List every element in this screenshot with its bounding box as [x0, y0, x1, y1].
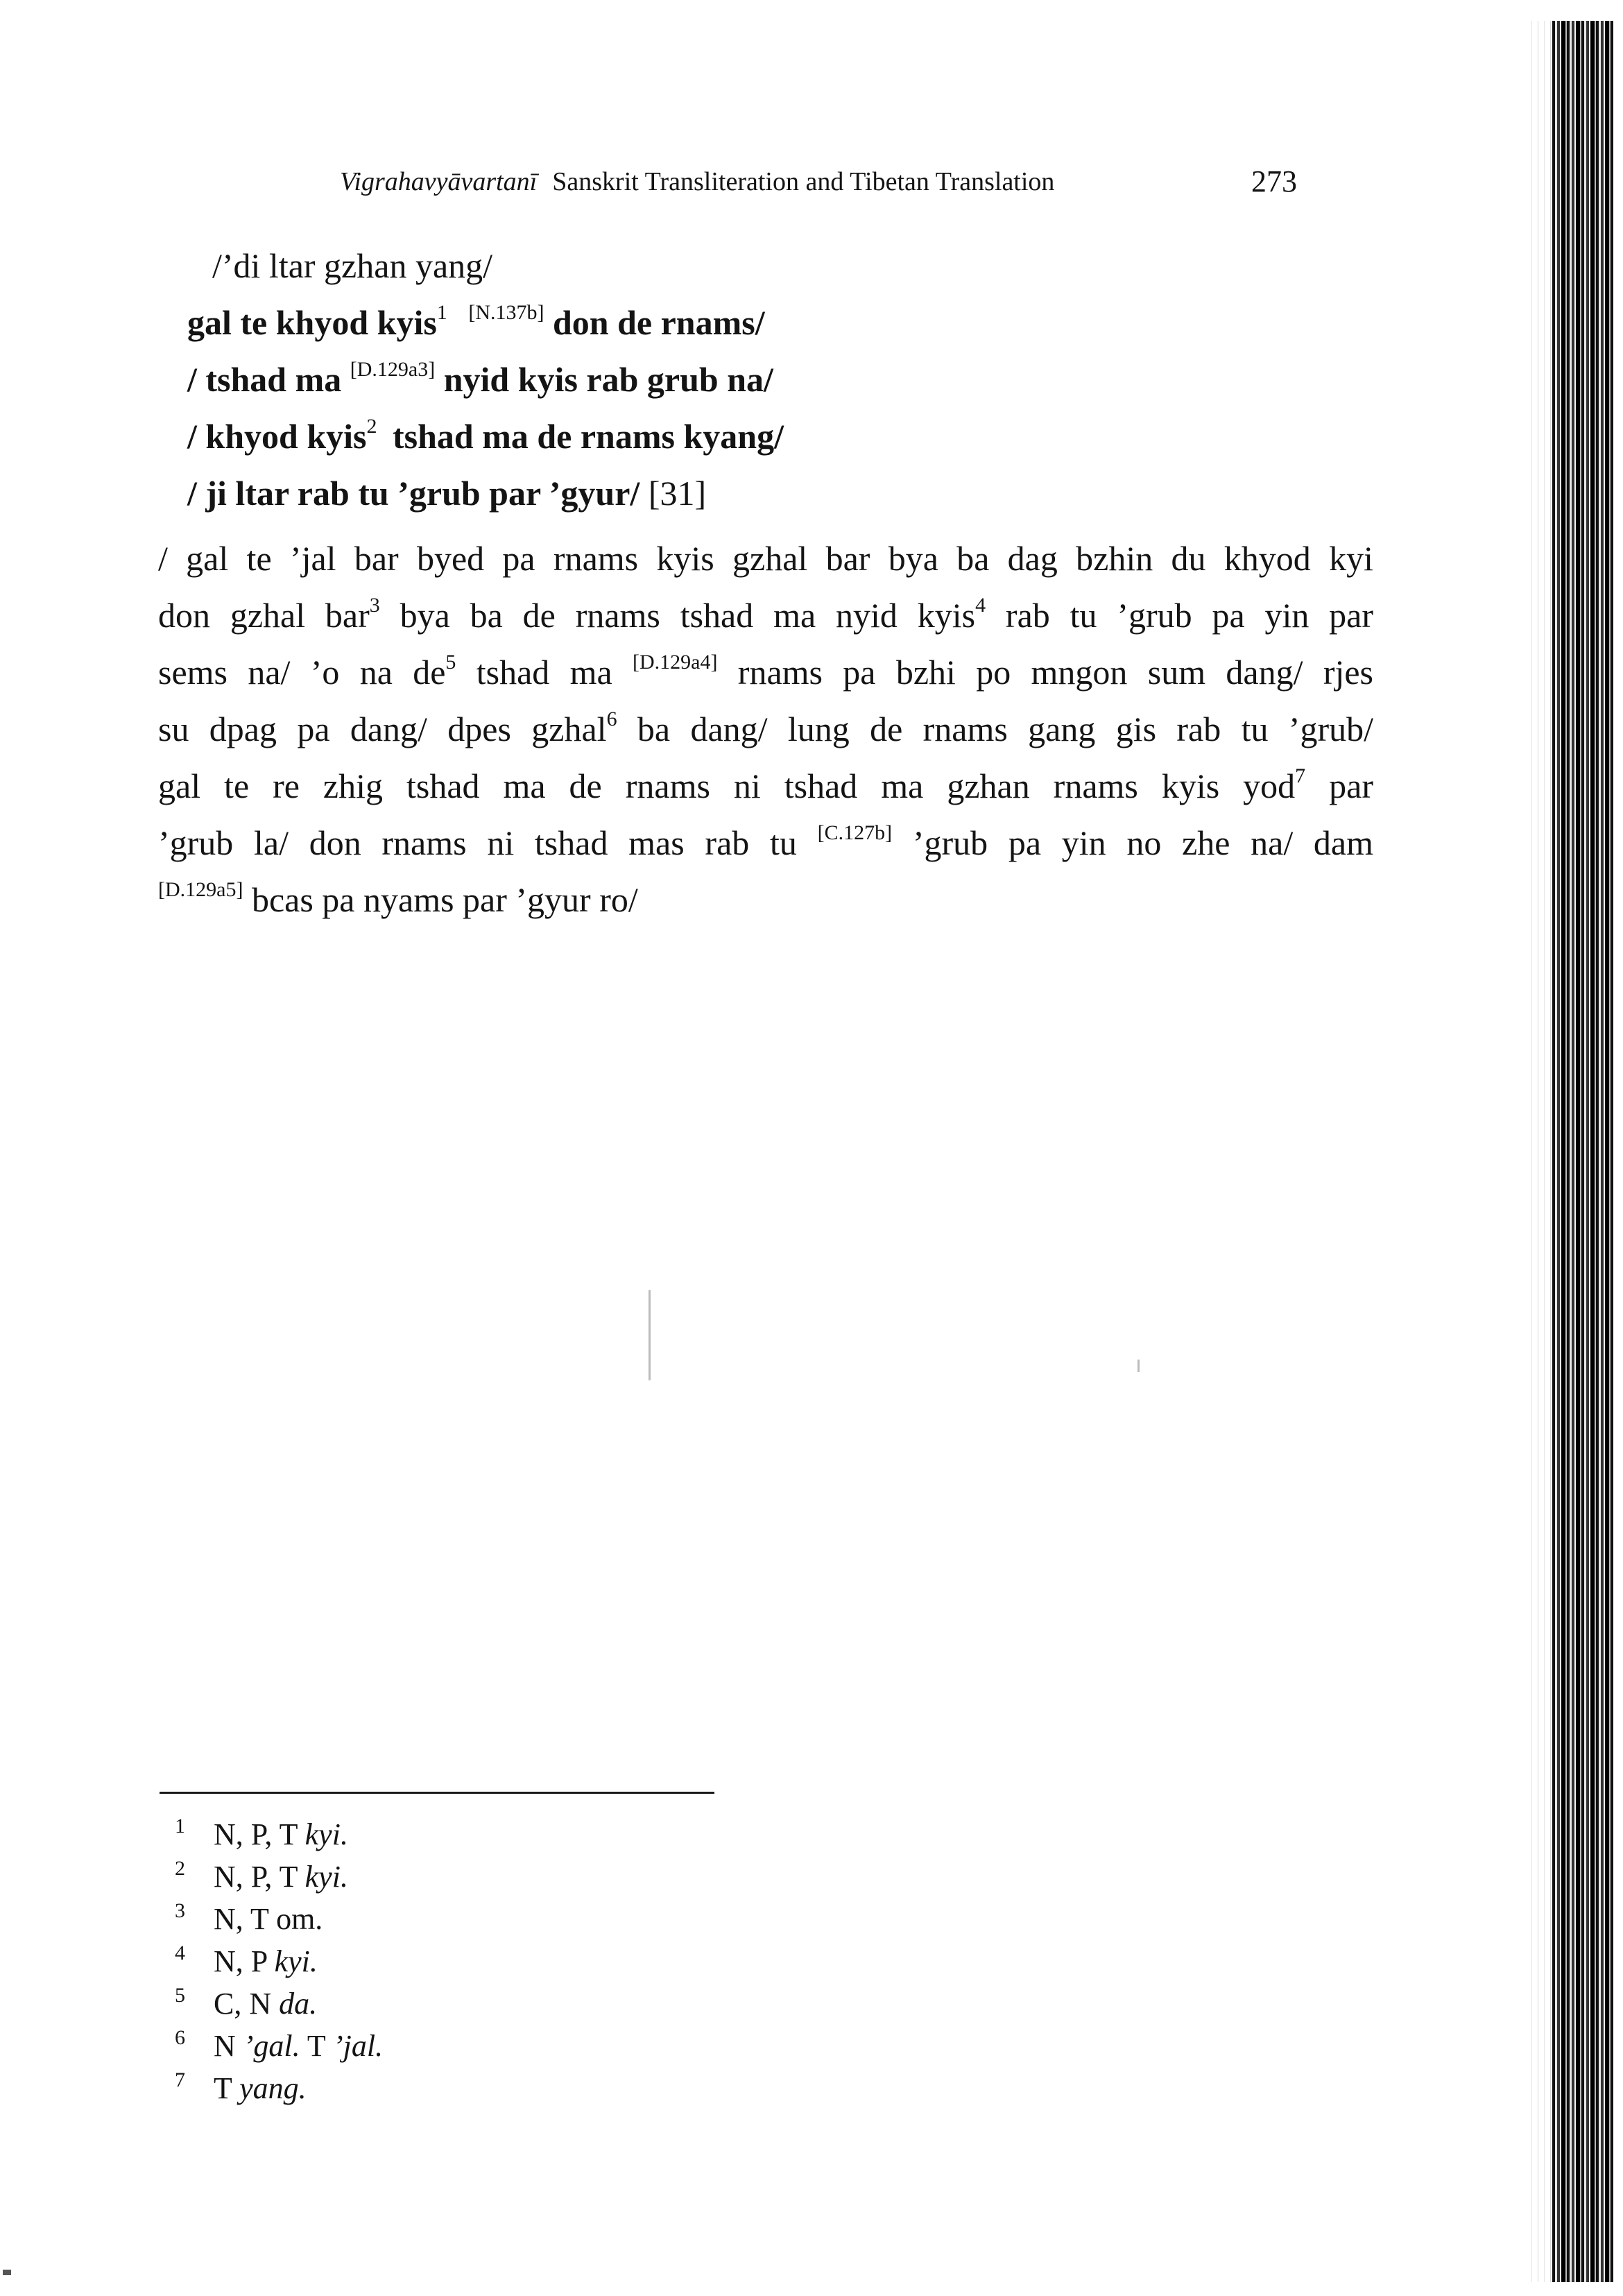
verse-text: / ji ltar rab tu ’grub par ’gyur/: [187, 474, 640, 513]
prose-text: gal te re zhig tshad ma de rnams ni tshad ma gzhan rnams kyis yod: [158, 766, 1296, 805]
binding-edge: [1552, 21, 1613, 2282]
commentary-paragraph: [158, 530, 1373, 928]
footnote-text: N, P, T: [214, 1817, 298, 1851]
footnotes: [175, 1813, 383, 2109]
verse-text: nyid kyis rab grub na/: [443, 360, 773, 399]
folio-ref: [D.129a4]: [633, 651, 718, 674]
verse-line: [187, 465, 784, 522]
footnote-ref: 5: [445, 651, 456, 674]
prose-line: [158, 701, 1373, 757]
prose-line: [158, 644, 1373, 701]
running-header: [340, 166, 1297, 197]
folio-ref: [D.129a5]: [158, 878, 243, 901]
prose-text: rnams pa bzhi po mngon sum dang/ rjes: [737, 653, 1374, 692]
footnote-number: 4: [175, 1942, 185, 1964]
verse-line: [212, 237, 784, 294]
verse-line: [187, 294, 784, 351]
prose-line: [158, 587, 1373, 644]
header-title: Vigrahavyāvartanī: [340, 167, 538, 196]
prose-line: [158, 871, 1373, 928]
verse-text: / khyod kyis: [187, 417, 367, 456]
verse-text: / tshad ma: [187, 360, 342, 399]
footnote: [175, 1898, 383, 1940]
footnote-ref: 2: [366, 415, 377, 438]
prose-text: su dpag pa dang/ dpes gzhal: [158, 710, 607, 748]
verse-text: don de rnams/: [552, 303, 765, 342]
footnote-ref: 3: [369, 594, 380, 617]
footnote: [175, 2067, 383, 2109]
prose-text: ’grub la/ don rnams ni tshad mas rab tu: [158, 823, 797, 862]
prose-text: sems na/ ’o na de: [158, 653, 446, 692]
footnote-ref: 4: [975, 594, 986, 617]
footnote-reading: kyi.: [304, 1817, 348, 1851]
footnote-reading: da.: [279, 1987, 318, 2021]
footnote-reading: ’jal.: [332, 2029, 384, 2063]
footnote-reading: kyi.: [304, 1860, 348, 1894]
prose-text: don gzhal bar: [158, 596, 370, 635]
footnote-text: N, P: [214, 1944, 267, 1978]
prose-text: bcas pa nyams par ’gyur ro/: [251, 880, 638, 919]
footnote: [175, 1813, 383, 1856]
footnote-ref: 7: [1295, 764, 1306, 787]
footnote-reading: ’gal.: [243, 2029, 300, 2063]
footnote: [175, 1982, 383, 2025]
footnote-text: N, T om.: [214, 1902, 323, 1936]
prose-line: [158, 530, 1373, 587]
scan-speck: [3, 2270, 11, 2275]
verse-text: gal te khyod kyis: [187, 303, 437, 342]
footnote-text: T: [307, 2029, 325, 2063]
folio-ref: [C.127b]: [817, 821, 893, 844]
footnote: [175, 1856, 383, 1898]
footnote-reading: kyi.: [274, 1944, 318, 1978]
footnote-number: 3: [175, 1899, 185, 1922]
footnote-reading: yang.: [239, 2071, 307, 2105]
verse-text: tshad ma de rnams kyang/: [392, 417, 784, 456]
scan-speck: [1137, 1360, 1140, 1372]
footnote-number: 5: [175, 1984, 185, 2007]
header-subtitle: Sanskrit Transliteration and Tibetan Translation: [552, 167, 1055, 196]
footnote-text: N: [214, 2029, 236, 2063]
verse-text: /’di ltar gzhan yang/: [212, 246, 493, 285]
footnote-number: 6: [175, 2026, 185, 2049]
prose-text: bya ba de rnams tshad ma nyid kyis: [400, 596, 976, 635]
verse-line: [187, 351, 784, 408]
footnote: [175, 2025, 383, 2067]
footnote-ref: 6: [606, 708, 617, 730]
page-number: 273: [1251, 164, 1297, 198]
footnote-text: N, P, T: [214, 1860, 298, 1894]
footnote-ref: 1: [436, 301, 447, 324]
footnote: [175, 1940, 383, 1982]
footnote-number: 7: [175, 2068, 185, 2091]
scan-speck: [649, 1290, 651, 1380]
folio-ref: [D.129a3]: [350, 358, 436, 381]
prose-text: tshad ma: [476, 653, 612, 692]
folio-ref: [N.137b]: [468, 301, 544, 324]
prose-text: / gal te ’jal bar byed pa rnams kyis gzhal bar bya ba dag bzhin du khyod kyi: [158, 539, 1373, 578]
prose-line: [158, 814, 1373, 871]
footnote-text: T: [214, 2071, 232, 2105]
prose-text: par: [1329, 766, 1373, 805]
prose-line: [158, 757, 1373, 814]
footnote-number: 1: [175, 1815, 185, 1837]
prose-text: rab tu ’grub pa yin par: [1005, 596, 1374, 635]
footnote-text: C, N: [214, 1987, 272, 2021]
footnote-number: 2: [175, 1857, 185, 1880]
verse-number: [31]: [648, 474, 707, 513]
prose-text: ba dang/ lung de rnams gang gis rab tu ’grub/: [637, 710, 1373, 748]
verse-block: [187, 237, 784, 522]
binding-shadow: [1526, 21, 1552, 2282]
prose-text: ’grub pa yin no zhe na/ dam: [912, 823, 1374, 862]
footnote-divider: [160, 1792, 714, 1794]
verse-line: [187, 408, 784, 465]
